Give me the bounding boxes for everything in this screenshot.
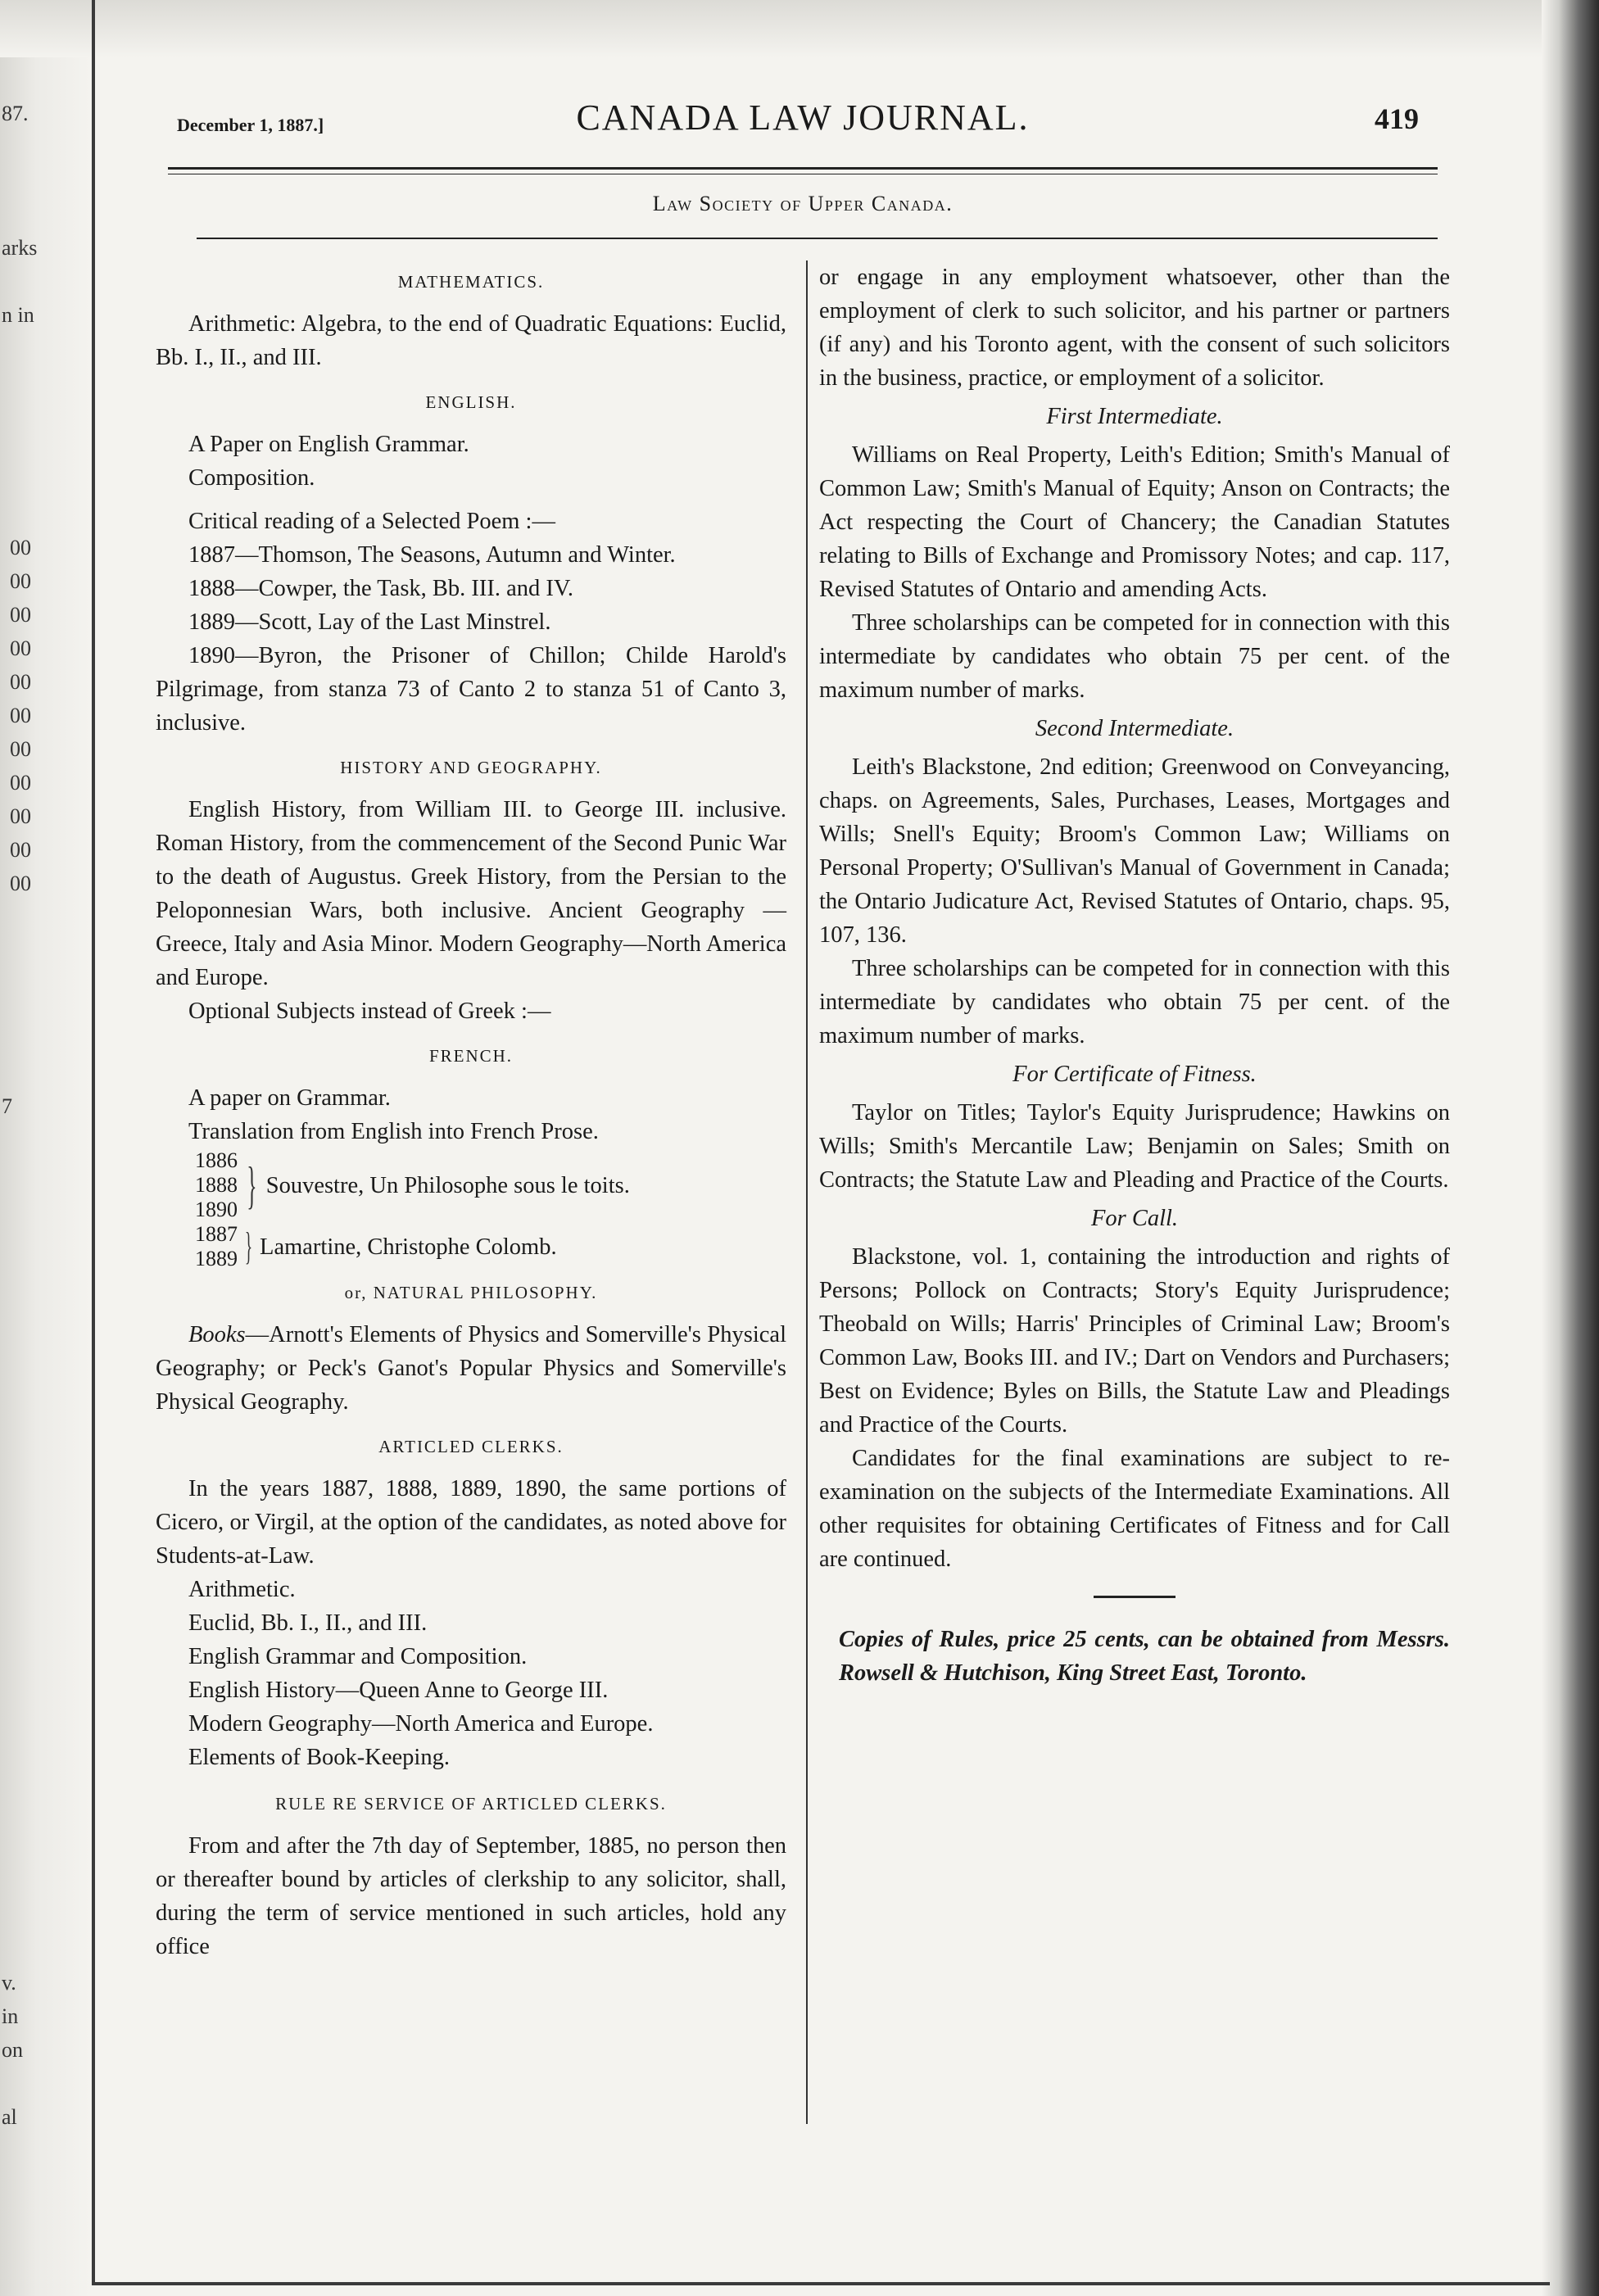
mathematics-text: Arithmetic: Algebra, to the end of Quadratic Equations: Euclid, Bb. I., II., and III. <box>156 311 786 370</box>
french-reading-group-2 <box>156 1222 786 1271</box>
certificate-fitness-text: Taylor on Titles; Taylor's Equity Jurisprudence; Hawkins on Wills; Smith's Mercantile Law; Benjamin on Sales; Smith on Contracts; the Statute Law and Pleading and Practice of the Courts. <box>819 1100 1450 1193</box>
margin-line: 00 <box>10 737 31 761</box>
heading-for-call: For Call. <box>1090 1206 1179 1231</box>
articled-clerks-item: Modern Geography—North America and Europe. <box>188 1711 654 1737</box>
margin-line: on <box>2 2038 23 2062</box>
year: 1890 <box>195 1198 238 1221</box>
french-reading: Lamartine, Christophe Colomb. <box>260 1234 557 1260</box>
journal-title: CANADA LAW JOURNAL. <box>576 97 1030 138</box>
final-exam-candidates: Candidates for the final examinations are subject to re-examination on the subjects of the Intermediate Examinations. All other requisites for obtaining Certificates of Fitness and for Call are continued. <box>819 1446 1450 1572</box>
margin-line: arks <box>2 236 38 260</box>
scan-shadow-top <box>0 0 1599 57</box>
left-column <box>156 260 786 1963</box>
margin-fragment-mid: 7 <box>2 1094 12 1118</box>
french-item: Translation from English into French Prose. <box>188 1119 599 1144</box>
margin-line <box>2 130 37 164</box>
scan-shadow-right <box>1542 0 1599 2296</box>
articled-clerks-item: English History—Queen Anne to George III. <box>188 1678 609 1703</box>
english-item: Critical reading of a Selected Poem :— <box>188 509 555 534</box>
margin-line: al <box>2 2105 17 2129</box>
margin-fragment-bottom <box>2 1966 23 2134</box>
heading-mathematics: MATHEMATICS. <box>397 272 545 292</box>
margin-line <box>2 2067 23 2100</box>
year-list <box>195 1148 238 1222</box>
poem-1888: 1888—Cowper, the Task, Bb. III. and IV. <box>188 576 573 601</box>
heading-french: FRENCH. <box>428 1046 514 1066</box>
margin-fragment-top <box>2 97 37 332</box>
margin-line: 00 <box>10 603 31 627</box>
scan-shadow-left <box>0 0 90 2296</box>
margin-line: 00 <box>10 670 31 694</box>
heading-english: ENGLISH. <box>425 392 517 412</box>
heading-natural-philosophy: or, NATURAL PHILOSOPHY. <box>344 1283 598 1302</box>
margin-line: 00 <box>10 838 31 862</box>
margin-line: 00 <box>10 569 31 593</box>
english-item: A Paper on English Grammar. <box>188 432 469 457</box>
brace-glyph: } <box>247 1156 257 1214</box>
for-call-text: Blackstone, vol. 1, containing the introduction and rights of Persons; Pollock on Contracts; Story's Equity Jurisprudence; Theobald on Wills; Harris' Principles of Criminal Law; Broom's Common Law, Books III. and IV.; Dart on Vendors and Purchasers; Best on Evidence; Byles on Bills, the Statute Law and Pleadings and Practice of the Courts. <box>819 1244 1450 1438</box>
margin-line: 00 <box>10 804 31 828</box>
rule-service-text: From and after the 7th day of September, 1885, no person then or thereafter bound by articles of clerkship to any solicitor, shall, during the term of service mentioned in such articles, hold any office <box>156 1833 786 1959</box>
margin-line: 87. <box>2 102 29 125</box>
margin-line: 00 <box>10 636 31 660</box>
heading-first-intermediate: First Intermediate. <box>1046 404 1223 429</box>
heading-history-geography: HISTORY AND GEOGRAPHY. <box>340 758 602 777</box>
first-intermediate-text: Williams on Real Property, Leith's Edition; Smith's Manual of Common Law; Smith's Manual of Equity; Anson on Contracts; the Act respecting the Court of Chancery; the Canadian Statutes relating to Bills of Exchange and Promissory Notes; and cap. 117, Revised Statutes of Ontario and amending Acts. <box>819 442 1450 602</box>
section-divider <box>1094 1596 1175 1598</box>
page-border-left <box>92 0 95 2285</box>
books-list: —Arnott's Elements of Physics and Somerville's Physical Geography; or Peck's Ganot's Popular Physics and Somerville's Physical Geography. <box>156 1322 786 1415</box>
section-title: Law Society of Upper Canada. <box>652 192 954 215</box>
margin-line <box>2 265 37 298</box>
continued-text: or engage in any employment whatsoever, other than the employment of clerk to such solicitor, and his partner or partners (if any) and his Toronto agent, with the consent of such solicitors in the business, practice, or employment of a solicitor. <box>819 265 1450 391</box>
margin-line <box>2 197 37 231</box>
subhead-rule <box>197 238 1438 239</box>
running-header <box>172 97 1434 146</box>
history-text: English History, from William III. to George III. inclusive. Roman History, from the commencement of the Second Punic War to the death of Augustus. Greek History, from the Persian to the Peloponnesian Wars, both inclusive. Ancient Geography — Greece, Italy and Asia Minor. Modern Geography—North America and Europe. <box>156 797 786 990</box>
articled-clerks-item: Arithmetic. <box>188 1577 296 1602</box>
second-intermediate-scholarships: Three scholarships can be competed for in connection with this intermediate by candidates who obtain 75 per cent. of the maximum number of marks. <box>819 956 1450 1048</box>
year: 1889 <box>195 1247 238 1270</box>
copies-notice: Copies of Rules, price 25 cents, can be obtained from Messrs. Rowsell & Hutchison, King Street East, Toronto. <box>839 1627 1450 1686</box>
english-item: Composition. <box>188 465 315 491</box>
heading-certificate-fitness: For Certificate of Fitness. <box>1012 1062 1257 1087</box>
natural-philosophy-text <box>156 1318 786 1419</box>
second-intermediate-text: Leith's Blackstone, 2nd edition; Greenwood on Conveyancing, chaps. on Agreements, Sales, Purchases, Leases, Mortgages and Wills; Snell's Equity; Broom's Common Law; Williams on Personal Property; O'Sullivan's Manual of Government in Canada; the Ontario Judicature Act, Revised Statutes of Ontario, chaps. 95, 107, 136. <box>819 754 1450 948</box>
articled-clerks-item: Elements of Book-Keeping. <box>188 1745 450 1770</box>
year-list <box>195 1222 238 1271</box>
french-item: A paper on Grammar. <box>188 1085 391 1111</box>
articled-clerks-item: English Grammar and Composition. <box>188 1644 528 1669</box>
french-reading-group-1 <box>156 1148 786 1222</box>
margin-line: n in <box>2 303 34 327</box>
column-divider <box>806 260 808 2124</box>
margin-line: 00 <box>10 872 31 895</box>
header-rule-thick <box>168 167 1438 170</box>
page-number: 419 <box>1375 102 1419 135</box>
articled-clerks-item: Euclid, Bb. I., II., and III. <box>188 1610 428 1636</box>
poem-1890: 1890—Byron, the Prisoner of Chillon; Childe Harold's Pilgrimage, from stanza 73 of Canto 2 to stanza 51 of Canto 3, inclusive. <box>156 643 786 736</box>
books-label: Books <box>188 1322 246 1347</box>
header-date: December 1, 1887.] <box>177 115 324 135</box>
margin-line: v. <box>2 1971 16 1995</box>
poem-1889: 1889—Scott, Lay of the Last Minstrel. <box>188 609 551 635</box>
year: 1887 <box>195 1222 238 1246</box>
articled-clerks-intro: In the years 1887, 1888, 1889, 1890, the same portions of Cicero, or Virgil, at the option of the candidates, as noted above for Students-at-Law. <box>156 1476 786 1569</box>
margin-line <box>2 164 37 197</box>
margin-line: 00 <box>10 536 31 559</box>
heading-rule-service: RULE RE SERVICE OF ARTICLED CLERKS. <box>275 1794 667 1814</box>
heading-second-intermediate: Second Intermediate. <box>1035 716 1234 741</box>
right-column <box>819 260 1450 1690</box>
margin-line: in <box>2 2004 19 2028</box>
poem-1887: 1887—Thomson, The Seasons, Autumn and Winter. <box>188 542 676 568</box>
optional-subjects: Optional Subjects instead of Greek :— <box>188 999 551 1024</box>
page-border-bottom <box>92 2282 1550 2285</box>
heading-articled-clerks: ARTICLED CLERKS. <box>378 1437 564 1456</box>
brace-glyph: } <box>244 1225 253 1268</box>
margin-line: 00 <box>10 704 31 727</box>
french-reading: Souvestre, Un Philosophe sous le toits. <box>265 1172 630 1198</box>
margin-fragment-zeros <box>10 531 31 900</box>
first-intermediate-scholarships: Three scholarships can be competed for in connection with this intermediate by candidates who obtain 75 per cent. of the maximum number of marks. <box>819 610 1450 703</box>
margin-line: 00 <box>10 771 31 795</box>
year: 1888 <box>195 1173 238 1197</box>
year: 1886 <box>195 1148 238 1172</box>
